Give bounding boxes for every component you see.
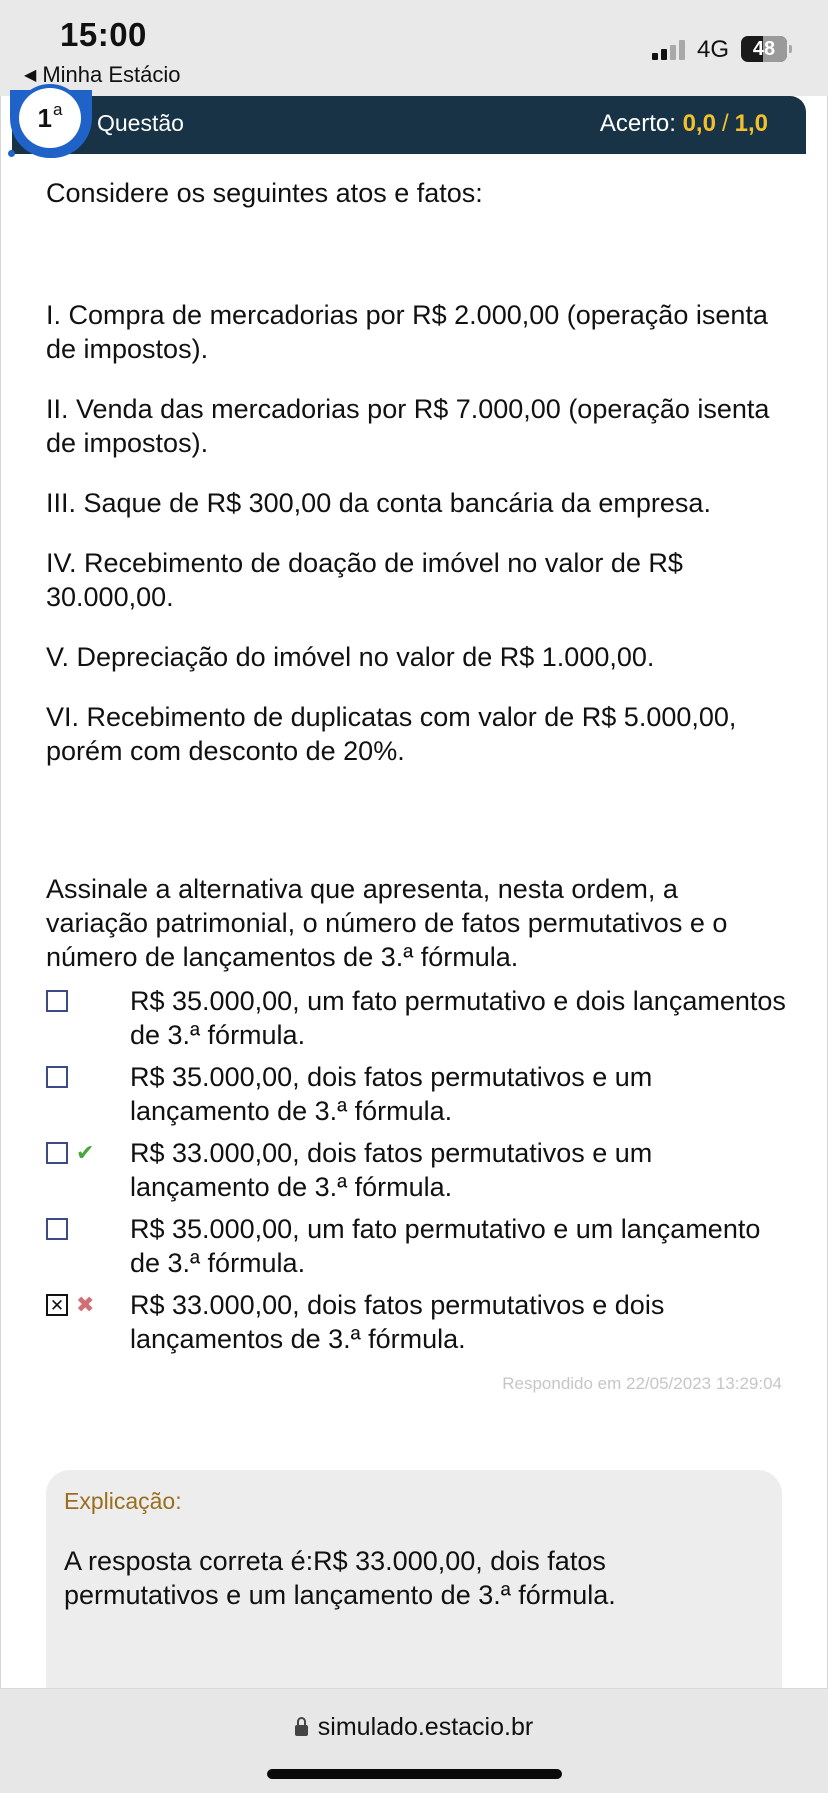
option-text: R$ 35.000,00, dois fatos permutativos e um lançamento de 3.ª fórmula. (130, 1062, 653, 1126)
answer-options (46, 984, 786, 1364)
option-text: R$ 35.000,00, um fato permutativo e dois lançamentos de 3.ª fórmula. (130, 986, 786, 1050)
lock-icon (295, 1725, 308, 1736)
fact-item: VI. Recebimento de duplicatas com valor de R$ 5.000,00, porém com desconto de 20%. (46, 702, 737, 766)
question-instruction: Assinale a alternativa que apresenta, nesta ordem, a variação patrimonial, o número de fatos permutativos e o número de lançamentos de 3.ª fórmula. (46, 874, 728, 972)
answer-option[interactable] (46, 1212, 782, 1288)
explanation-box (46, 1470, 782, 1710)
option-text: R$ 33.000,00, dois fatos permutativos e um lançamento de 3.ª fórmula. (130, 1138, 653, 1202)
answer-option[interactable] (46, 1060, 782, 1136)
score: Acerto: 0,0 / 1,0 (599, 110, 768, 137)
back-triangle-icon: ◀ (24, 67, 37, 84)
fact-item: IV. Recebimento de doação de imóvel no valor de R$ 30.000,00. (46, 548, 683, 612)
option-checkbox[interactable] (46, 1218, 68, 1240)
url-text: simulado.estacio.br (317, 1713, 534, 1741)
status-bar (0, 0, 828, 96)
question-number-suffix: a (53, 100, 63, 119)
correct-check-icon: ✔ (76, 1140, 95, 1165)
question-body (46, 176, 782, 1001)
back-label: Minha Estácio (42, 62, 181, 87)
explanation-title: Explicação: (64, 1488, 182, 1514)
clock: 15:00 (60, 16, 147, 53)
fact-item: I. Compra de mercadorias por R$ 2.000,00 (operação isenta de impostos). (46, 300, 768, 364)
address-bar[interactable] (0, 1713, 828, 1742)
score-max: 1,0 (734, 110, 768, 137)
wrong-x-icon: ✖ (76, 1292, 95, 1317)
home-indicator[interactable] (267, 1769, 562, 1779)
answered-timestamp: Respondido em 22/05/2023 13:29:04 (502, 1374, 782, 1393)
explanation-text: A resposta correta é:R$ 33.000,00, dois fatos permutativos e um lançamento de 3.ª fórmula. (64, 1546, 616, 1610)
score-label: Acerto: (599, 110, 676, 137)
answer-option[interactable] (46, 1136, 782, 1212)
option-checkbox[interactable] (46, 1142, 68, 1164)
badge-dot (8, 150, 15, 157)
option-checkbox[interactable] (46, 1066, 68, 1088)
cellular-signal-icon (652, 40, 685, 60)
question-number: 1 (37, 102, 52, 133)
battery-level: 48 (752, 37, 776, 60)
browser-bottom-bar (0, 1688, 828, 1793)
question-title: Questão (97, 110, 184, 136)
fact-item: III. Saque de R$ 300,00 da conta bancária da empresa. (46, 488, 711, 518)
question-intro: Considere os seguintes atos e fatos: (46, 178, 483, 208)
score-value: 0,0 (682, 110, 716, 137)
option-text: R$ 35.000,00, um fato permutativo e um lançamento de 3.ª fórmula. (130, 1214, 761, 1278)
option-text: R$ 33.000,00, dois fatos permutativos e dois lançamentos de 3.ª fórmula. (130, 1290, 665, 1354)
facts-list (46, 298, 782, 768)
option-checkbox[interactable] (46, 990, 68, 1012)
answer-option[interactable] (46, 1288, 782, 1364)
option-checkbox-checked[interactable]: ✕ (46, 1294, 68, 1316)
answer-option[interactable] (46, 984, 786, 1060)
question-number-badge (15, 84, 85, 152)
battery-icon (741, 36, 787, 62)
network-type: 4G (697, 36, 730, 63)
fact-item: V. Depreciação do imóvel no valor de R$ 1.000,00. (46, 642, 655, 672)
fact-item: II. Venda das mercadorias por R$ 7.000,00 (operação isenta de impostos). (46, 394, 770, 458)
